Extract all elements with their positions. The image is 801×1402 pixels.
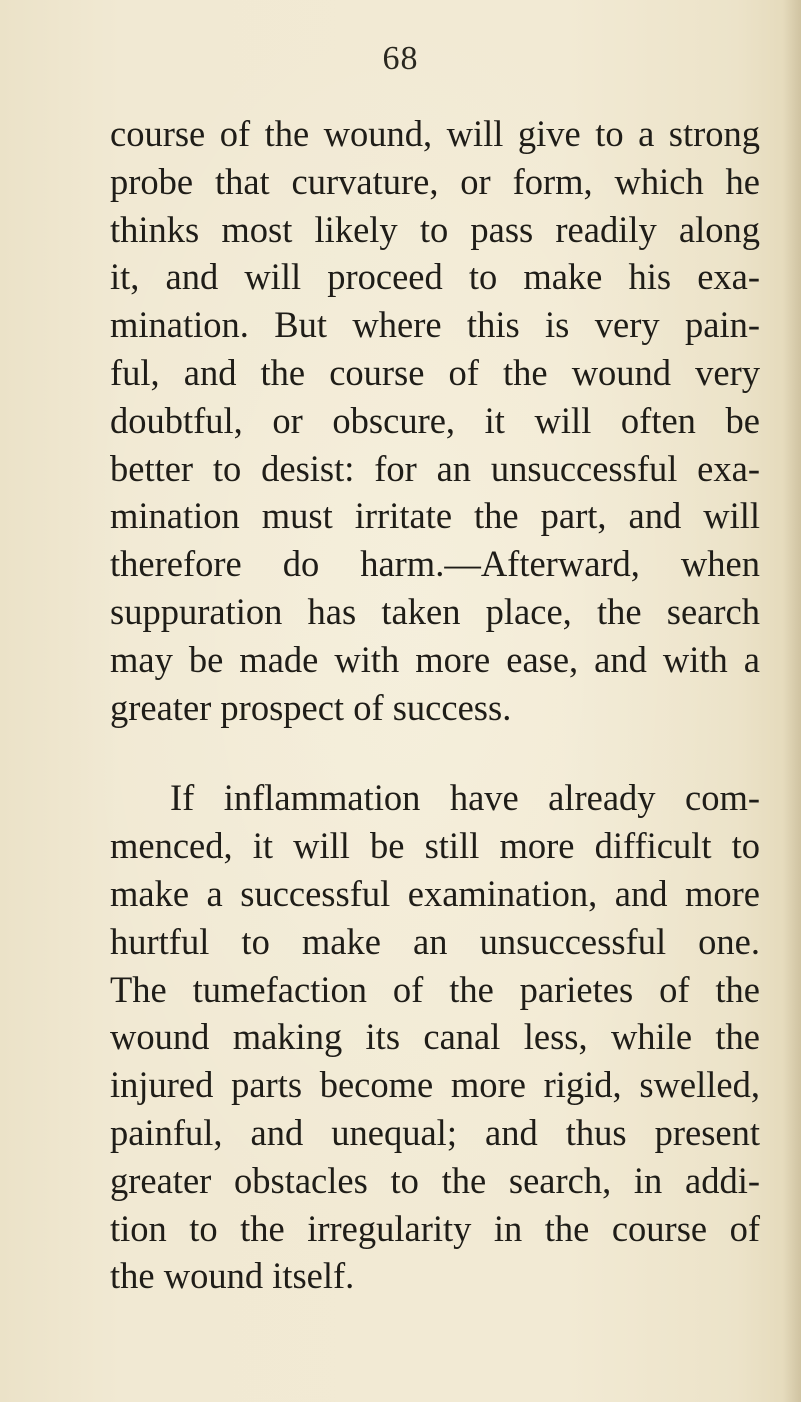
text-line: thinks most likely to pass readily along — [110, 208, 760, 250]
text-line: may be made with more ease, and with a — [110, 638, 760, 680]
text-line: the wound itself. — [110, 1255, 355, 1297]
text-line: wound making its canal less, while the — [110, 1016, 760, 1058]
text-line: better to desist: for an unsuccessful exa- — [110, 447, 760, 489]
page-edge-shadow — [783, 0, 801, 1402]
text-line: menced, it will be still more difficult to — [110, 825, 760, 867]
text-line: suppuration has taken place, the search — [110, 590, 760, 632]
text-line: injured parts become more rigid, swelled, — [110, 1064, 760, 1106]
text-line: it, and will proceed to make his exa- — [110, 256, 760, 298]
text-line: tion to the irregularity in the course of — [110, 1207, 760, 1249]
text-line: hurtful to make an unsuccessful one. — [110, 920, 760, 962]
text-line: mination must irritate the part, and will — [110, 495, 760, 537]
paragraph-spacer — [110, 731, 760, 774]
text-line: ful, and the course of the wound very — [110, 351, 760, 393]
text-line: greater obstacles to the search, in addi- — [110, 1159, 760, 1201]
page-number: 68 — [382, 40, 419, 77]
paragraph-2 — [110, 774, 760, 1300]
body-text — [110, 110, 760, 1300]
text-line: make a successful examination, and more — [110, 872, 760, 914]
text-line: therefore do harm.—Afterward, when — [110, 543, 760, 585]
text-line: painful, and unequal; and thus present — [110, 1111, 760, 1153]
text-line: doubtful, or obscure, it will often be — [110, 399, 760, 441]
text-line: If inflammation have already com- — [170, 777, 760, 819]
paragraph-1 — [110, 110, 760, 731]
text-line: mination. But where this is very pain- — [110, 304, 760, 346]
text-line: The tumefaction of the parietes of the — [110, 968, 760, 1010]
text-line: greater prospect of success. — [110, 686, 512, 728]
text-line: course of the wound, will give to a strong — [110, 113, 760, 154]
text-line: probe that curvature, or form, which he — [110, 160, 760, 202]
